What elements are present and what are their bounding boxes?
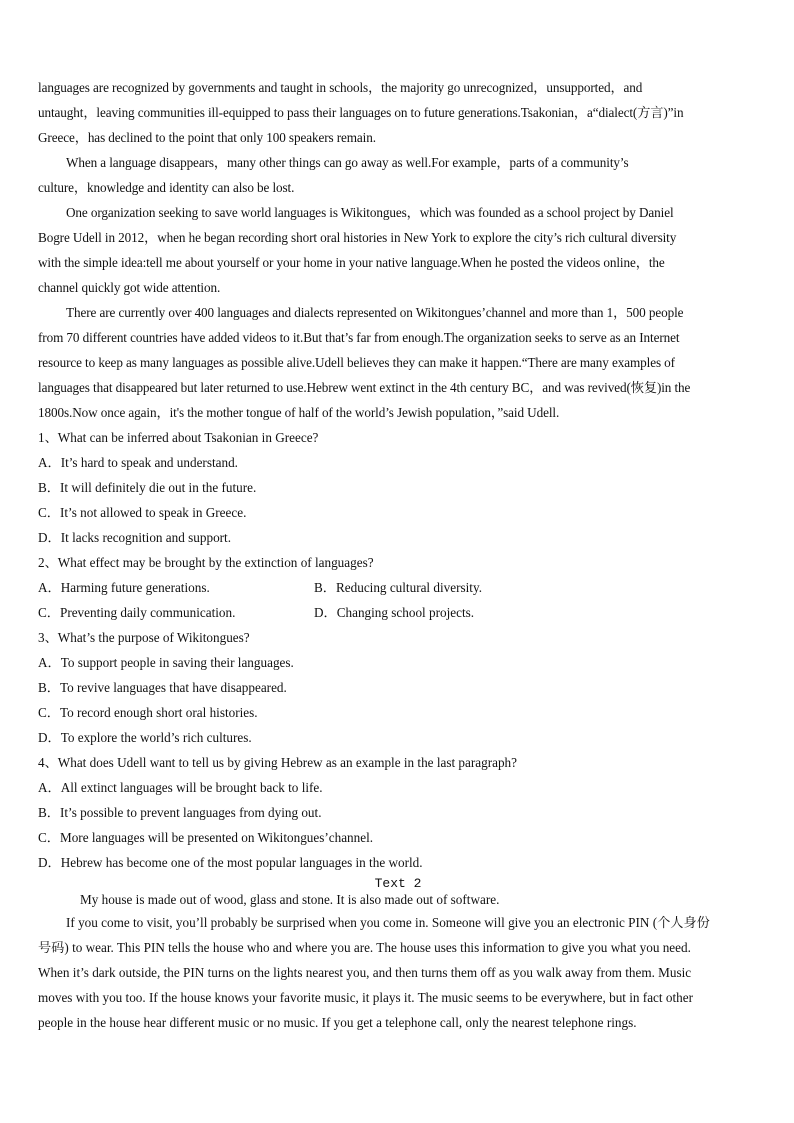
option-b: B．It will definitely die out in the future. <box>38 480 257 495</box>
question-1 <box>38 425 758 550</box>
text-2-section <box>38 876 758 1035</box>
question-4 <box>38 750 758 875</box>
option-a: A．It’s hard to speak and understand. <box>38 455 238 470</box>
text-2-title: Text 2 <box>374 876 422 891</box>
text-2-line: If you come to visit, you’ll probably be surprised when you come in. Someone will give you an electronic PIN (个人身份 <box>66 915 710 930</box>
question-3 <box>38 625 758 750</box>
option-c: C．Preventing daily communication. <box>38 605 236 620</box>
option-b: B．It’s possible to prevent languages from dying out. <box>38 805 322 820</box>
text-2-line: When it’s dark outside, the PIN turns on the lights nearest you, and then turns them off as you walk away from them. Music <box>38 965 692 980</box>
text-2-line: moves with you too. If the house knows your favorite music, it plays it. The music seems to be everywhere, but in fact other <box>38 990 693 1005</box>
text-2-line: people in the house hear different music or no music. If you get a telephone call, only the nearest telephone rings. <box>38 1015 637 1030</box>
option-d: D．Changing school projects. <box>314 605 475 620</box>
passage-line: languages are recognized by governments and taught in schools，the majority go unrecognized，unsupported，and <box>38 80 643 95</box>
question-stem: 3、What’s the purpose of Wikitongues? <box>38 630 250 645</box>
passage-line: One organization seeking to save world languages is Wikitongues，which was founded as a school project by Daniel <box>66 205 674 220</box>
passage-1 <box>38 75 758 425</box>
passage-line: There are currently over 400 languages and dialects represented on Wikitongues’channel and more than 1，500 people <box>66 305 684 320</box>
option-a: A．All extinct languages will be brought back to life. <box>38 780 323 795</box>
passage-line: with the simple idea:tell me about yourself or your home in your native language.When he posted the videos online，the <box>38 255 665 270</box>
option-c: C．It’s not allowed to speak in Greece. <box>38 505 247 520</box>
passage-line: Greece，has declined to the point that only 100 speakers remain. <box>38 130 376 145</box>
question-stem: 4、What does Udell want to tell us by giving Hebrew as an example in the last paragraph? <box>38 755 518 770</box>
option-d: D．It lacks recognition and support. <box>38 530 232 545</box>
passage-line: languages that disappeared but later returned to use.Hebrew went extinct in the 4th century BC，and was revived(恢复)in the <box>38 380 691 395</box>
option-row <box>38 600 758 625</box>
option-a: A．To support people in saving their languages. <box>38 655 294 670</box>
option-b: B．To revive languages that have disappeared. <box>38 680 287 695</box>
question-stem: 1、What can be inferred about Tsakonian in Greece? <box>38 430 319 445</box>
option-d: D．To explore the world’s rich cultures. <box>38 730 252 745</box>
passage-line: untaught，leaving communities ill-equipped to pass their languages on to future generations.Tsakonian，a“dialect(方言)”in <box>38 105 684 120</box>
passage-line: Bogre Udell in 2012，when he began recording short oral histories in New York to explore the city’s rich cultural diversity <box>38 230 677 245</box>
option-c: C．More languages will be presented on Wikitongues’channel. <box>38 830 374 845</box>
passage-line: channel quickly got wide attention. <box>38 280 221 295</box>
option-c: C．To record enough short oral histories. <box>38 705 258 720</box>
passage-line: 1800s.Now once again，it's the mother tongue of half of the world’s Jewish population，”said Udell. <box>38 405 560 420</box>
text-2-line: 号码) to wear. This PIN tells the house who and where you are. The house uses this information to give you what you need. <box>38 940 691 955</box>
option-row <box>38 575 758 600</box>
passage-line: When a language disappears，many other things can go away as well.For example，parts of a community’s <box>66 155 629 170</box>
question-2 <box>38 550 758 625</box>
option-b: B．Reducing cultural diversity. <box>314 580 482 595</box>
document-page <box>38 75 758 1035</box>
question-stem: 2、What effect may be brought by the extinction of languages? <box>38 555 374 570</box>
passage-line: from 70 different countries have added videos to it.But that’s far from enough.The organization seeks to serve as an Internet <box>38 330 680 345</box>
passage-line: culture，knowledge and identity can also be lost. <box>38 180 295 195</box>
option-a: A．Harming future generations. <box>38 580 210 595</box>
passage-line: resource to keep as many languages as possible alive.Udell believes they can make it happen.“There are many examples of <box>38 355 675 370</box>
option-d: D．Hebrew has become one of the most popular languages in the world. <box>38 855 423 870</box>
text-2-first-line: My house is made out of wood, glass and stone. It is also made out of software. <box>80 892 500 907</box>
